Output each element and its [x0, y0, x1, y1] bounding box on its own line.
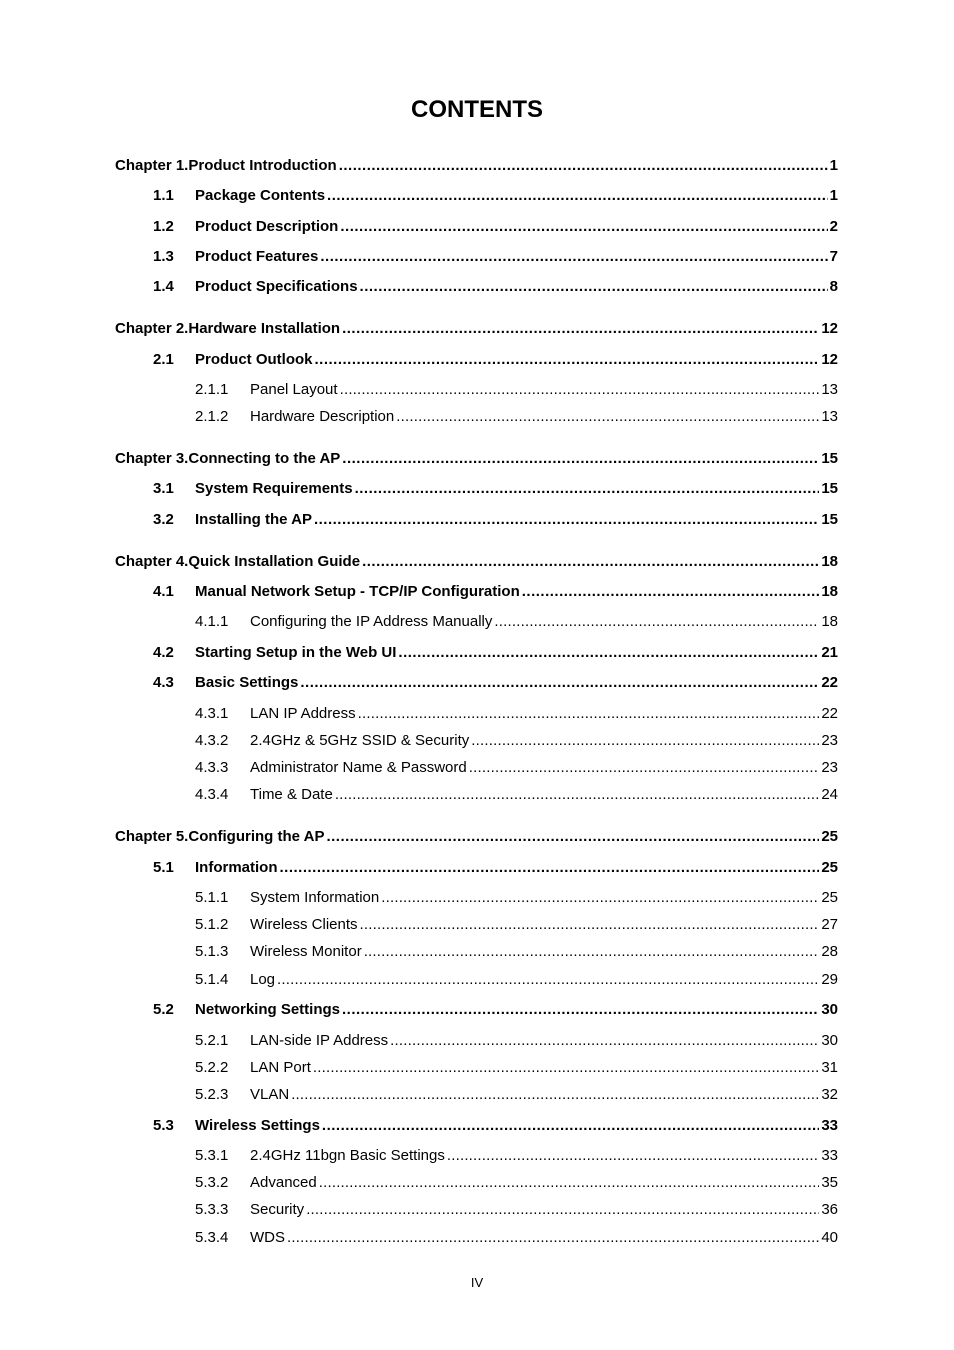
toc-entry-label: Basic Settings	[195, 674, 299, 691]
toc-dot-leader	[447, 1147, 819, 1164]
toc-chapter-entry[interactable]	[115, 320, 838, 340]
toc-dot-leader	[335, 786, 820, 803]
toc-entry-page: 30	[821, 1001, 838, 1018]
toc-dot-leader	[327, 187, 828, 204]
toc-entry-label: Product Description	[195, 218, 339, 235]
toc-chapter-entry[interactable]	[115, 828, 838, 848]
toc-entry-page: 31	[821, 1059, 838, 1076]
toc-entry-number: 5.1.3	[195, 943, 229, 960]
toc-entry-page: 15	[821, 511, 838, 528]
toc-section-entry[interactable]	[153, 351, 838, 371]
toc-entry-number: 2.1.1	[195, 381, 229, 398]
toc-dot-leader	[300, 674, 819, 691]
toc-entry-page: 2	[829, 218, 838, 235]
toc-entry-label: Hardware Installation	[188, 320, 341, 337]
toc-entry-label: Wireless Settings	[195, 1117, 320, 1134]
toc-entry-label: Connecting to the AP	[188, 450, 341, 467]
toc-dot-leader	[364, 943, 820, 960]
toc-dot-leader	[381, 889, 819, 906]
toc-entry-page: 15	[821, 450, 838, 467]
toc-chapter-entry[interactable]	[115, 157, 838, 177]
toc-entry-number: 5.3.3	[195, 1201, 229, 1218]
toc-subsection-entry[interactable]	[195, 786, 838, 806]
toc-entry-page: 35	[821, 1174, 838, 1191]
toc-entry-page: 21	[821, 644, 838, 661]
toc-entry-number: 4.2	[153, 644, 174, 661]
toc-subsection-entry[interactable]	[195, 1086, 838, 1106]
toc-entry-number: 5.3.2	[195, 1174, 229, 1191]
toc-entry-label: LAN IP Address	[250, 705, 356, 722]
toc-entry-page: 32	[821, 1086, 838, 1103]
toc-entry-page: 18	[821, 613, 838, 630]
toc-dot-leader	[355, 480, 820, 497]
toc-entry-number: Chapter 1.	[115, 157, 189, 174]
toc-entry-page: 1	[829, 157, 838, 174]
toc-entry-number: Chapter 5.	[115, 828, 189, 845]
toc-section-entry[interactable]	[153, 480, 838, 500]
toc-entry-label: Wireless Monitor	[250, 943, 362, 960]
toc-dot-leader	[287, 1229, 819, 1246]
toc-entry-number: 3.2	[153, 511, 174, 528]
toc-entry-number: 5.1.4	[195, 971, 229, 988]
toc-entry-label: Installing the AP	[195, 511, 312, 528]
toc-entry-label: Product Outlook	[195, 351, 313, 368]
toc-entry-number: 1.2	[153, 218, 174, 235]
toc-entry-page: 25	[821, 828, 838, 845]
toc-subsection-entry[interactable]	[195, 889, 838, 909]
toc-dot-leader	[360, 278, 828, 295]
toc-dot-leader	[398, 644, 819, 661]
toc-entry-label: Manual Network Setup - TCP/IP Configuration	[195, 583, 520, 600]
toc-entry-number: 5.1.1	[195, 889, 229, 906]
toc-entry-number: 4.3.2	[195, 732, 229, 749]
toc-entry-label: Information	[195, 859, 278, 876]
toc-entry-label: LAN-side IP Address	[250, 1032, 389, 1049]
toc-entry-label: Configuring the AP	[188, 828, 325, 845]
toc-entry-page: 8	[829, 278, 838, 295]
toc-subsection-entry[interactable]	[195, 971, 838, 991]
toc-section-entry[interactable]	[153, 644, 838, 664]
toc-entry-page: 13	[821, 381, 838, 398]
toc-entry-page: 29	[821, 971, 838, 988]
toc-entry-number: 4.3.4	[195, 786, 229, 803]
toc-dot-leader	[360, 916, 820, 933]
toc-dot-leader	[280, 859, 820, 876]
toc-entry-number: 4.3.1	[195, 705, 229, 722]
toc-entry-page: 7	[829, 248, 838, 265]
toc-dot-leader	[342, 450, 819, 467]
toc-dot-leader	[471, 732, 819, 749]
toc-entry-number: 4.3.3	[195, 759, 229, 776]
toc-section-entry[interactable]	[153, 1001, 838, 1021]
toc-entry-number: 5.1	[153, 859, 174, 876]
toc-entry-number: Chapter 2.	[115, 320, 189, 337]
toc-entry-number: 3.1	[153, 480, 174, 497]
toc-dot-leader	[315, 351, 820, 368]
toc-entry-number: 5.3	[153, 1117, 174, 1134]
toc-entry-number: 5.2.2	[195, 1059, 229, 1076]
toc-dot-leader	[320, 248, 827, 265]
toc-entry-number: Chapter 3.	[115, 450, 189, 467]
toc-entry-page: 18	[821, 583, 838, 600]
toc-subsection-entry[interactable]	[195, 732, 838, 752]
toc-section-entry[interactable]	[153, 218, 838, 238]
toc-entry-label: LAN Port	[250, 1059, 311, 1076]
toc-subsection-entry[interactable]	[195, 1059, 838, 1079]
toc-entry-label: Configuring the IP Address Manually	[250, 613, 493, 630]
toc-subsection-entry[interactable]	[195, 408, 838, 428]
toc-dot-leader	[362, 553, 819, 570]
toc-entry-number: 1.1	[153, 187, 174, 204]
toc-entry-label: Administrator Name & Password	[250, 759, 467, 776]
toc-entry-page: 12	[821, 320, 838, 337]
toc-subsection-entry[interactable]	[195, 943, 838, 963]
toc-entry-page: 27	[821, 916, 838, 933]
toc-subsection-entry[interactable]	[195, 759, 838, 779]
toc-entry-page: 36	[821, 1201, 838, 1218]
toc-entry-page: 40	[821, 1229, 838, 1246]
toc-entry-label: Product Introduction	[188, 157, 337, 174]
toc-entry-number: 5.2.1	[195, 1032, 229, 1049]
toc-subsection-entry[interactable]	[195, 916, 838, 936]
toc-subsection-entry[interactable]	[195, 1201, 838, 1221]
toc-entry-label: System Requirements	[195, 480, 353, 497]
toc-dot-leader	[326, 828, 819, 845]
toc-entry-page: 33	[821, 1117, 838, 1134]
toc-subsection-entry[interactable]	[195, 381, 838, 401]
toc-entry-page: 30	[821, 1032, 838, 1049]
toc-entry-number: 2.1.2	[195, 408, 229, 425]
toc-subsection-entry[interactable]	[195, 1174, 838, 1194]
toc-subsection-entry[interactable]	[195, 1229, 838, 1249]
toc-entry-page: 24	[821, 786, 838, 803]
toc-entry-label: VLAN	[250, 1086, 290, 1103]
toc-entry-page: 1	[829, 187, 838, 204]
toc-entry-page: 23	[821, 732, 838, 749]
toc-entry-page: 13	[821, 408, 838, 425]
toc-entry-page: 25	[821, 859, 838, 876]
toc-section-entry[interactable]	[153, 1117, 838, 1137]
toc-dot-leader	[469, 759, 820, 776]
toc-entry-label: Advanced	[250, 1174, 317, 1191]
toc-dot-leader	[313, 1059, 819, 1076]
toc-dot-leader	[522, 583, 820, 600]
toc-entry-label: Networking Settings	[195, 1001, 341, 1018]
toc-entry-number: Chapter 4.	[115, 553, 189, 570]
toc-dot-leader	[342, 320, 819, 337]
toc-entry-number: 5.2	[153, 1001, 174, 1018]
toc-dot-leader	[396, 408, 819, 425]
toc-entry-number: 4.3	[153, 674, 174, 691]
toc-section-entry[interactable]	[153, 278, 838, 298]
toc-entry-page: 15	[821, 480, 838, 497]
toc-entry-number: 4.1.1	[195, 613, 229, 630]
toc-entry-label: Package Contents	[195, 187, 326, 204]
toc-chapter-entry[interactable]	[115, 553, 838, 573]
toc-entry-number: 5.1.2	[195, 916, 229, 933]
toc-entry-page: 28	[821, 943, 838, 960]
toc-entry-number: 1.4	[153, 278, 174, 295]
toc-dot-leader	[277, 971, 819, 988]
toc-section-entry[interactable]	[153, 674, 838, 694]
toc-entry-page: 12	[821, 351, 838, 368]
toc-entry-label: Wireless Clients	[250, 916, 358, 933]
toc-dot-leader	[390, 1032, 819, 1049]
toc-entry-number: 5.3.1	[195, 1147, 229, 1164]
toc-entry-label: Product Features	[195, 248, 319, 265]
toc-chapter-entry[interactable]	[115, 450, 838, 470]
toc-dot-leader	[306, 1201, 819, 1218]
page-number-footer: IV	[470, 1275, 484, 1290]
toc-entry-number: 4.1	[153, 583, 174, 600]
toc-entry-label: 2.4GHz 11bgn Basic Settings	[250, 1147, 445, 1164]
toc-subsection-entry[interactable]	[195, 1032, 838, 1052]
toc-entry-label: Quick Installation Guide	[188, 553, 361, 570]
toc-subsection-entry[interactable]	[195, 613, 838, 633]
toc-section-entry[interactable]	[153, 511, 838, 531]
toc-dot-leader	[358, 705, 820, 722]
toc-entry-page: 22	[821, 674, 838, 691]
page-title: CONTENTS	[411, 96, 543, 123]
toc-entry-number: 1.3	[153, 248, 174, 265]
toc-entry-page: 18	[821, 553, 838, 570]
toc-entry-number: 5.2.3	[195, 1086, 229, 1103]
toc-dot-leader	[314, 511, 819, 528]
toc-entry-number: 5.3.4	[195, 1229, 229, 1246]
toc-section-entry[interactable]	[153, 859, 838, 879]
toc-section-entry[interactable]	[153, 583, 838, 603]
toc-dot-leader	[322, 1117, 819, 1134]
toc-entry-label: 2.4GHz & 5GHz SSID & Security	[250, 732, 470, 749]
toc-entry-page: 23	[821, 759, 838, 776]
toc-entry-label: Product Specifications	[195, 278, 358, 295]
toc-section-entry[interactable]	[153, 187, 838, 207]
toc-dot-leader	[339, 157, 828, 174]
toc-entry-label: Security	[250, 1201, 305, 1218]
toc-dot-leader	[494, 613, 819, 630]
toc-entry-label: Panel Layout	[250, 381, 338, 398]
toc-entry-label: System Information	[250, 889, 380, 906]
toc-entry-label: Hardware Description	[250, 408, 395, 425]
toc-subsection-entry[interactable]	[195, 705, 838, 725]
toc-dot-leader	[342, 1001, 819, 1018]
toc-entry-label: WDS	[250, 1229, 285, 1246]
toc-entry-label: Log	[250, 971, 276, 988]
toc-entry-page: 22	[821, 705, 838, 722]
toc-dot-leader	[340, 218, 827, 235]
toc-entry-page: 25	[821, 889, 838, 906]
toc-entry-label: Starting Setup in the Web UI	[195, 644, 397, 661]
toc-subsection-entry[interactable]	[195, 1147, 838, 1167]
toc-dot-leader	[319, 1174, 820, 1191]
toc-entry-label: Time & Date	[250, 786, 333, 803]
toc-entry-page: 33	[821, 1147, 838, 1164]
toc-dot-leader	[291, 1086, 819, 1103]
toc-dot-leader	[340, 381, 820, 398]
toc-section-entry[interactable]	[153, 248, 838, 268]
toc-entry-number: 2.1	[153, 351, 174, 368]
